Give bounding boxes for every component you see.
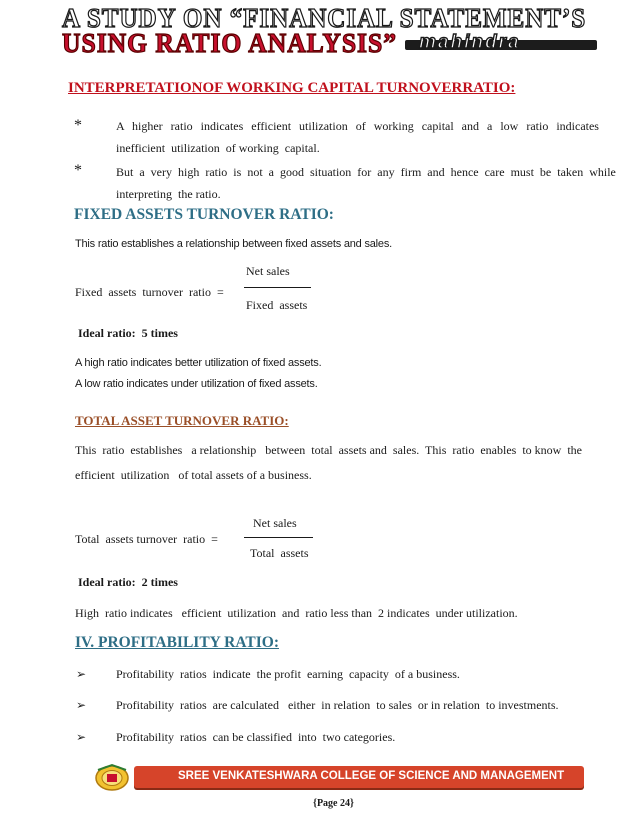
logo-text: mahindra [419, 32, 521, 53]
wctr-bullet-1-line2: inefficient utilization of working capital. [116, 141, 320, 155]
header-banner [0, 0, 638, 58]
bullet-star-1: * [74, 117, 82, 134]
profit-bullet-3: Profitability ratios can be classified into two categories. [116, 730, 396, 744]
wctr-bullet-1-line1: A higher ratio indicates efficient utilization of working capital and a low ratio indicates [116, 119, 599, 133]
fatr-formula-lhs: Fixed assets turnover ratio = [75, 285, 224, 299]
arrow-bullet-1: ➢ [76, 667, 87, 681]
college-name: SREE VENKATESHWARA COLLEGE OF SCIENCE AND MANAGEMENT [178, 770, 565, 782]
bullet-star-2: * [74, 162, 82, 179]
fatr-intro: This ratio establishes a relationship between fixed assets and sales. [75, 238, 392, 250]
fatr-note-low: A low ratio indicates under utilization of fixed assets. [75, 378, 318, 390]
wctr-bullet-2-line2: interpreting the ratio. [116, 187, 221, 201]
arrow-bullet-2: ➢ [76, 698, 87, 712]
fatr-formula-numerator: Net sales [246, 264, 290, 278]
mahindra-logo [405, 32, 597, 56]
fatr-fraction-bar [244, 287, 311, 288]
footer-banner [94, 762, 584, 792]
section-heading-profitability: IV. PROFITABILITY RATIO: [75, 634, 279, 651]
tatr-para-line1: This ratio establishes a relationship between total assets and sales. This ratio enables to know the [75, 443, 582, 457]
profit-bullet-1: Profitability ratios indicate the profit earning capacity of a business. [116, 667, 460, 681]
college-emblem-icon [94, 762, 130, 792]
wctr-bullet-2-line1: But a very high ratio is not a good situation for any firm and hence care must be taken while [116, 165, 616, 179]
tatr-fraction-bar [244, 537, 313, 538]
section-heading-wctr: INTERPRETATIONOF WORKING CAPITAL TURNOVERRATIO: [68, 80, 516, 96]
fatr-note-high: A high ratio indicates better utilization of fixed assets. [75, 357, 322, 369]
tatr-formula-lhs: Total assets turnover ratio = [75, 532, 218, 546]
footer-name-bar [134, 766, 584, 788]
tatr-ideal-ratio: Ideal ratio: 2 times [78, 575, 178, 589]
tatr-formula-denominator: Total assets [250, 546, 309, 560]
fatr-formula-denominator: Fixed assets [246, 298, 308, 312]
section-heading-fatr: FIXED ASSETS TURNOVER RATIO: [74, 206, 334, 223]
tatr-para-line2: efficient utilization of total assets of a business. [75, 468, 312, 482]
tatr-formula-numerator: Net sales [253, 516, 297, 530]
banner-title-line1: A STUDY ON “FINANCIAL STATEMENT’S [62, 3, 587, 33]
banner-title-line2: USING RATIO ANALYSIS” [62, 28, 397, 58]
section-heading-tatr: TOTAL ASSET TURNOVER RATIO: [75, 413, 289, 428]
arrow-bullet-3: ➢ [76, 730, 87, 744]
page-number: {Page 24} [313, 798, 354, 809]
profit-bullet-2: Profitability ratios are calculated either in relation to sales or in relation to investments. [116, 698, 559, 712]
fatr-ideal-ratio: Ideal ratio: 5 times [78, 326, 178, 340]
tatr-note: High ratio indicates efficient utilization and ratio less than 2 indicates under utilization. [75, 606, 518, 620]
